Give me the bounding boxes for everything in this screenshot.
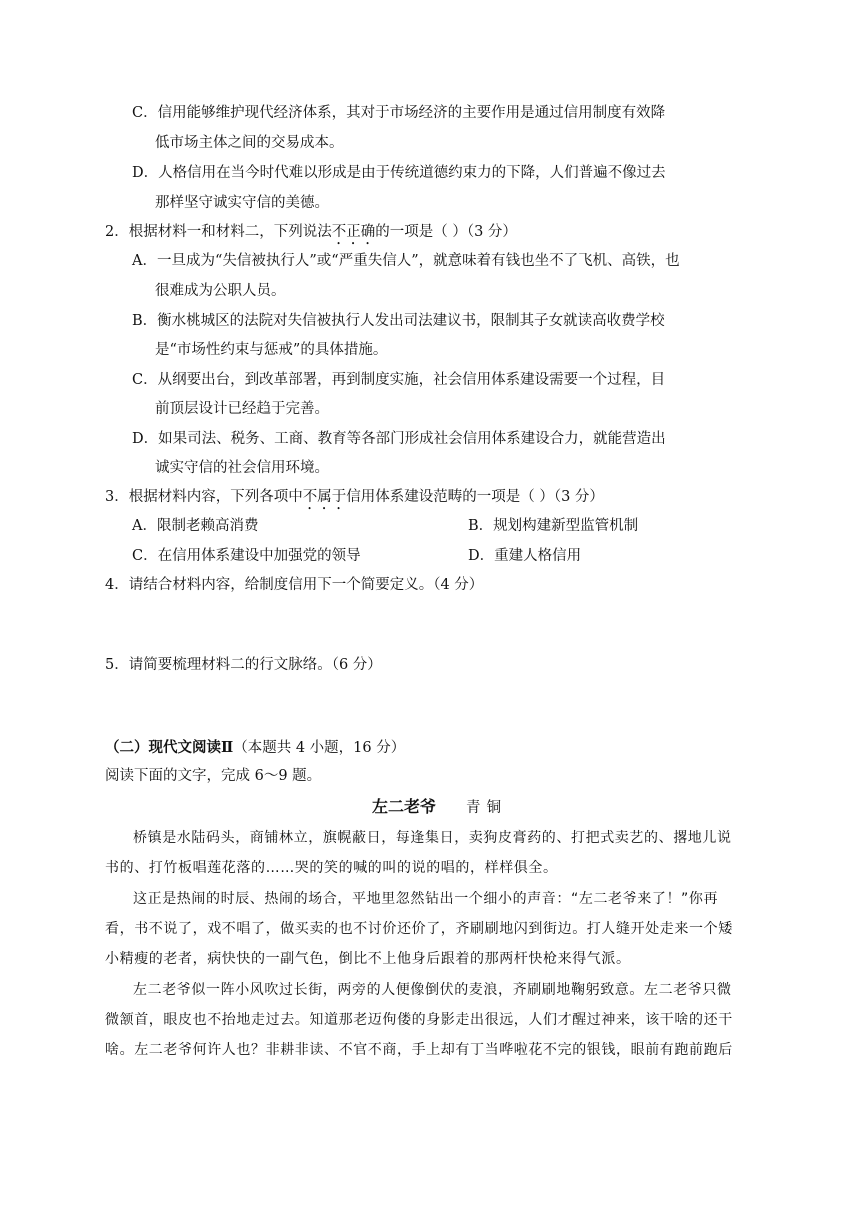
q1-option-d-line1: D．人格信用在当今时代难以形成是由于传统道德约束力的下降，人们普遍不像过去 bbox=[132, 165, 666, 181]
q2-option-a-line1: A．一旦成为“失信被执行人”或“严重失信人”，就意味着有钱也坐不了飞机、高铁，也 bbox=[132, 253, 680, 269]
section2-instruction: 阅读下面的文字，完成 6～9 题。 bbox=[105, 768, 322, 784]
q2-option-b-line2: 是“市场性约束与惩戒”的具体措施。 bbox=[155, 342, 388, 358]
section2-heading bbox=[105, 738, 405, 758]
q2-option-d-line1: D．如果司法、税务、工商、教育等各部门形成社会信用体系建设合力，就能营造出 bbox=[132, 431, 666, 447]
q2-option-c-line2: 前顶层设计已经趋于完善。 bbox=[155, 401, 329, 417]
q2-option-a-line2: 很难成为公职人员。 bbox=[155, 283, 286, 299]
story-title: 左二老爷 bbox=[372, 797, 437, 816]
story-p3-line2: 微颔首，眼皮也不抬地走过去。知道那老迈佝偻的身影走出很远，人们才醒过神来，该干啥的还干 bbox=[105, 1012, 733, 1028]
q2-option-d-line2: 诚实守信的社会信用环境。 bbox=[155, 460, 329, 476]
q3-option-d: D．重建人格信用 bbox=[468, 548, 582, 564]
story-p3-line1: 左二老爷似一阵小风吹过长街，两旁的人便像倒伏的麦浪，齐刷刷地鞠躬致意。左二老爷只微 bbox=[133, 982, 732, 998]
q2-stem-after: 的一项是（ ）（3 分） bbox=[375, 224, 517, 240]
q2-stem bbox=[105, 222, 517, 248]
story-p3-line3: 啥。左二老爷何许人也？非耕非读、不官不商，手上却有丁当哗啦花不完的银钱，眼前有跑前跑后 bbox=[105, 1042, 733, 1058]
q3-stem-before: 3．根据材料内容，下列各项中 bbox=[105, 489, 303, 505]
story-p1-line2: 书的、打竹板唱莲花落的……哭的笑的喊的叫的说的唱的，样样俱全。 bbox=[105, 860, 558, 876]
story-p1-line1: 桥镇是水陆码头，商铺林立，旗幌蔽日，每逢集日，卖狗皮膏药的、打把式卖艺的、撂地儿说 bbox=[133, 830, 732, 846]
section2-heading-label: （二）现代文阅读Ⅱ bbox=[105, 739, 234, 756]
q3-stem bbox=[105, 487, 604, 513]
story-author: 青铜 bbox=[466, 800, 507, 816]
q2-option-c-line1: C．从纲要出台，到改革部署，再到制度实施，社会信用体系建设需要一个过程，目 bbox=[132, 372, 666, 388]
q1-option-c-line2: 低市场主体之间的交易成本。 bbox=[155, 135, 344, 151]
q4-stem: 4．请结合材料内容，给制度信用下一个简要定义。（4 分） bbox=[105, 577, 484, 593]
q2-option-b-line1: B．衡水桃城区的法院对失信被执行人发出司法建议书，限制其子女就读高收费学校 bbox=[132, 313, 665, 329]
q5-stem: 5．请简要梳理材料二的行文脉络。（6 分） bbox=[105, 657, 382, 673]
q2-stem-emphasis: 不正确 bbox=[331, 224, 376, 240]
q3-option-b: B．规划构建新型监管机制 bbox=[468, 518, 639, 534]
q3-stem-emphasis: 不属于 bbox=[302, 489, 347, 505]
q3-stem-after: 信用体系建设范畴的一项是（ ）（3 分） bbox=[346, 489, 604, 505]
q1-option-c-line1: C．信用能够维护现代经济体系，其对于市场经济的主要作用是通过信用制度有效降 bbox=[132, 105, 666, 121]
story-p2-line1: 这正是热闹的时辰、热闹的场合，平地里忽然钻出一个细小的声音：“左二老爷来了！”你再 bbox=[133, 891, 719, 907]
story-p2-line2: 看，书不说了，戏不唱了，做买卖的也不讨价还价了，齐刷刷地闪到街边。打人缝开处走来一个矮 bbox=[105, 921, 733, 937]
q1-option-d-line2: 那样坚守诚实守信的美德。 bbox=[155, 195, 329, 211]
section2-heading-note: （本题共 4 小题，16 分） bbox=[233, 740, 406, 756]
q3-option-c: C．在信用体系建设中加强党的领导 bbox=[132, 548, 361, 564]
q3-option-a: A．限制老赖高消费 bbox=[132, 518, 259, 534]
q2-stem-before: 2．根据材料一和材料二，下列说法 bbox=[105, 224, 332, 240]
story-p2-line3: 小精瘦的老者，病快快的一副气色，倒比不上他身后跟着的那两杆快枪来得气派。 bbox=[105, 951, 631, 967]
